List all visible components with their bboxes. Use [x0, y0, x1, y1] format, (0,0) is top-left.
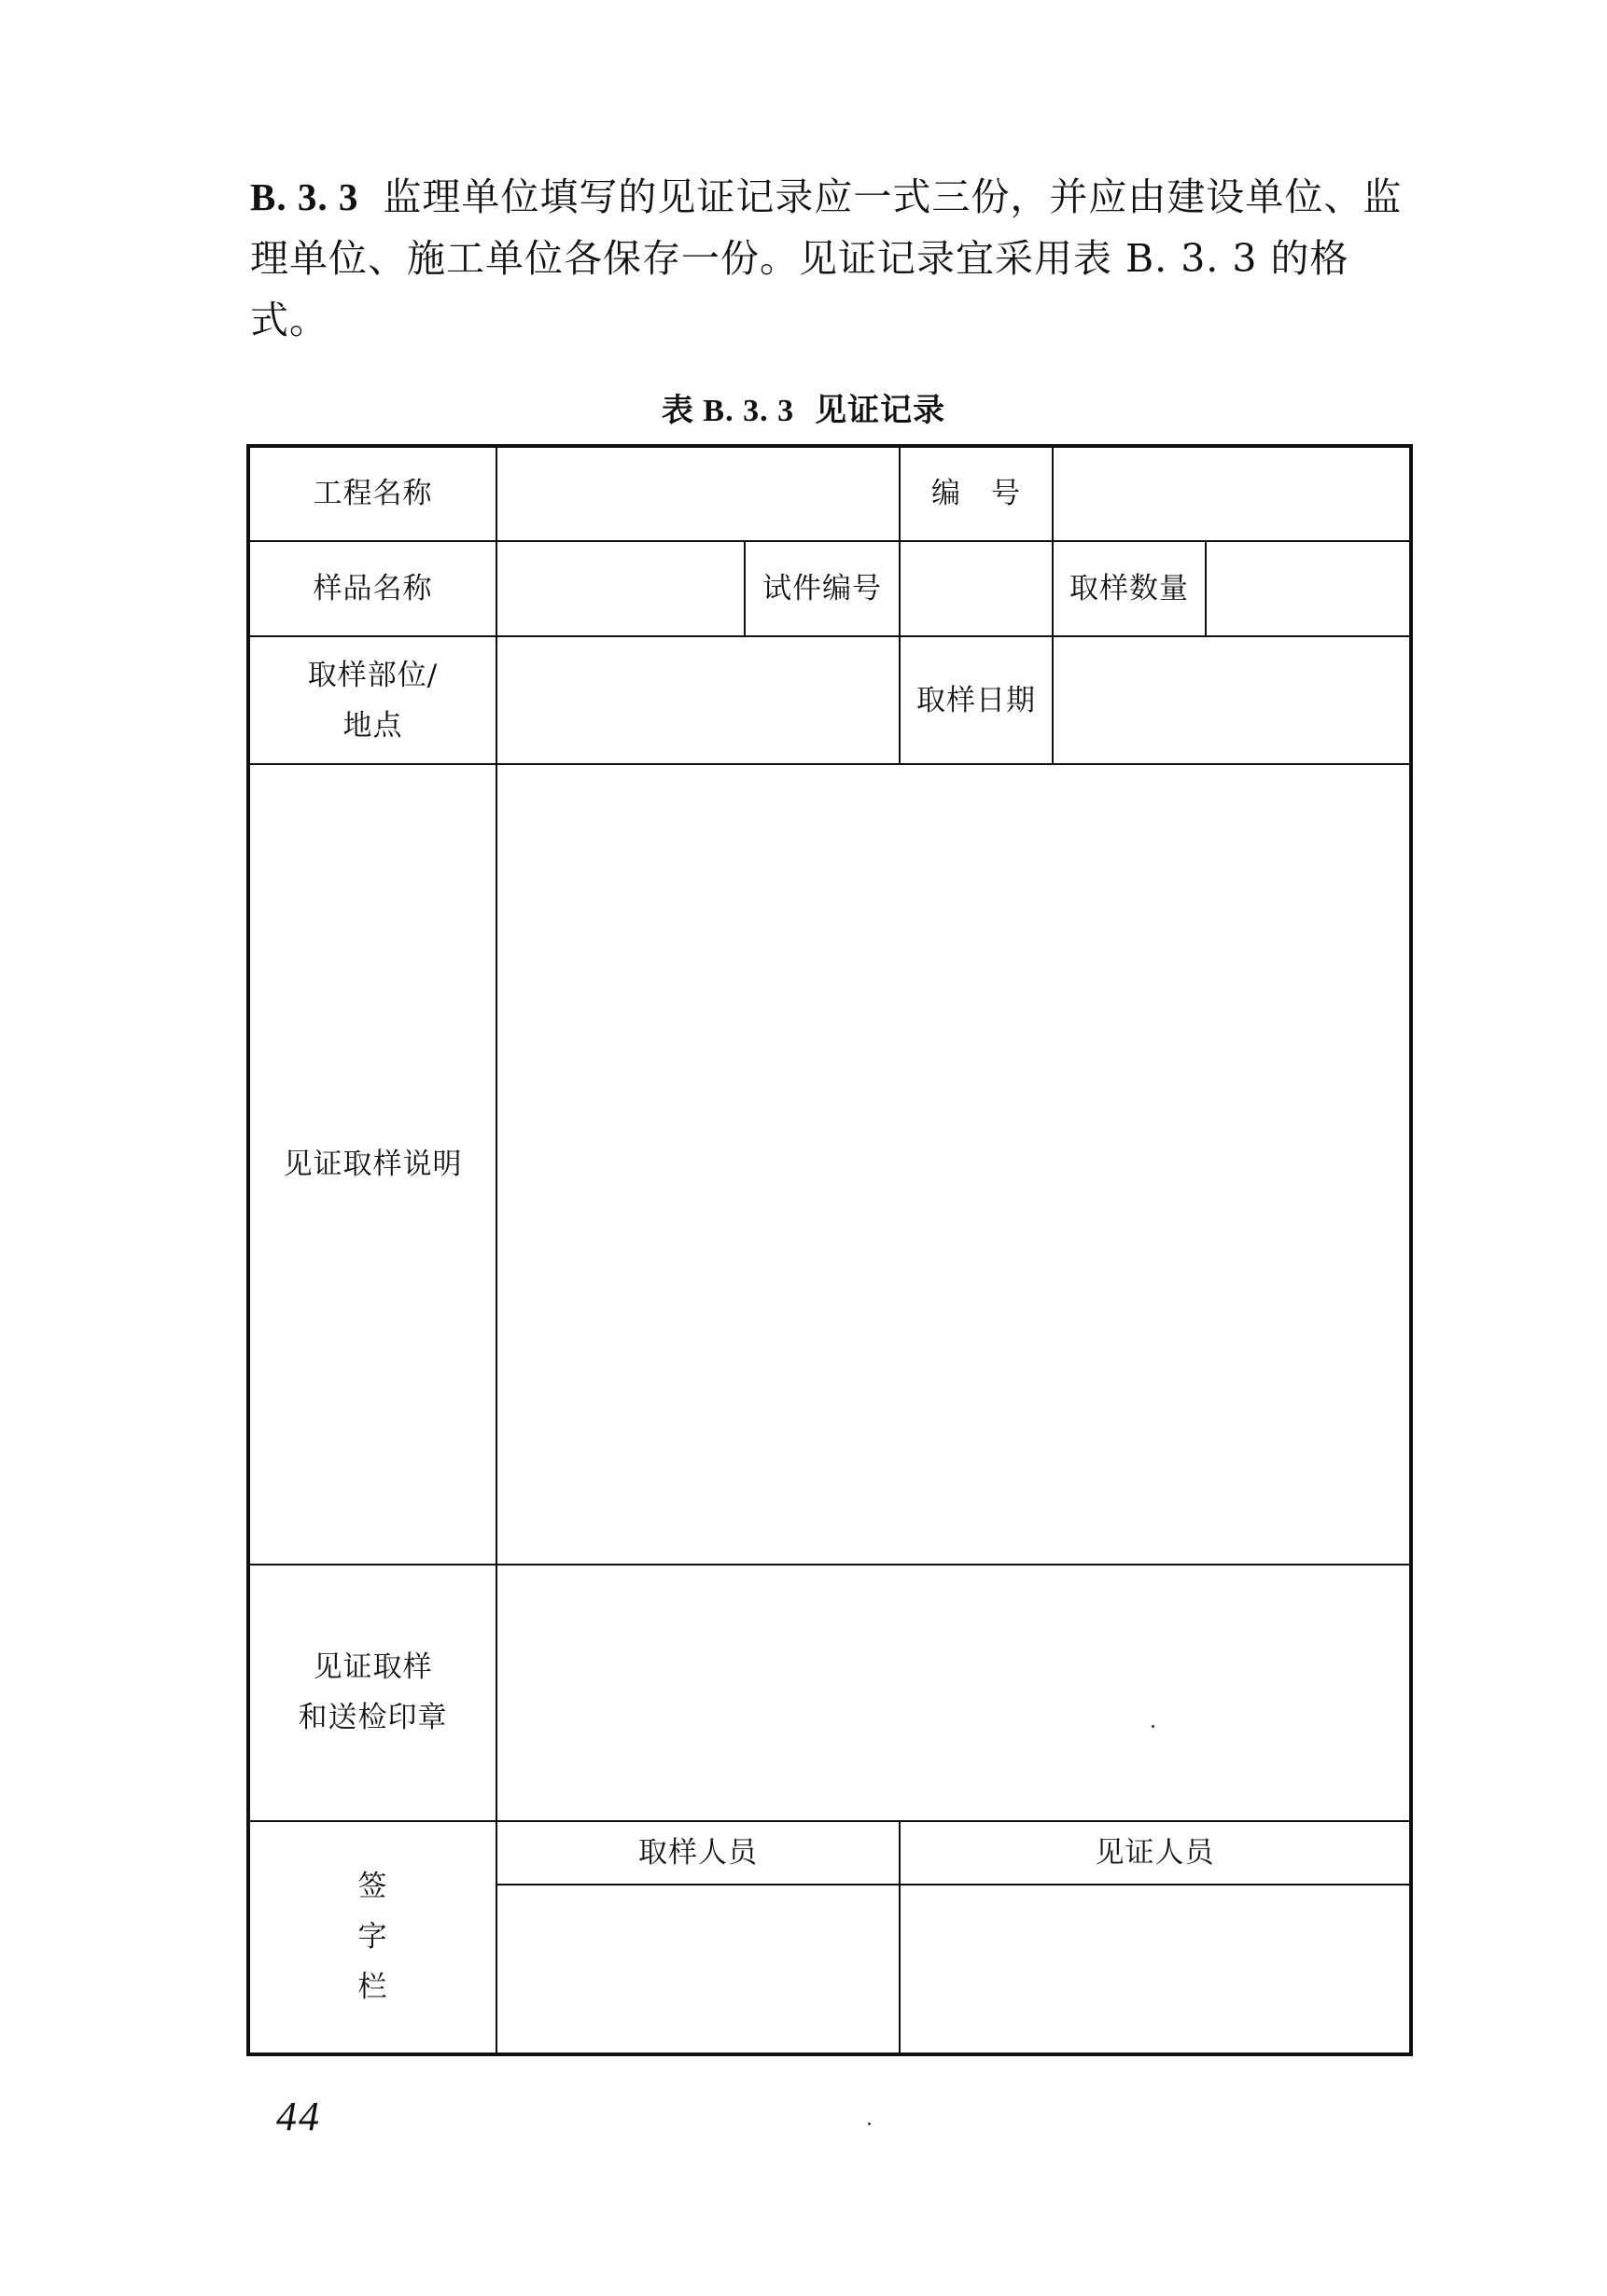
specimen-number-label: 试件编号 — [745, 541, 900, 636]
table-caption — [0, 384, 1607, 430]
clause-number: B. 3. 3 — [250, 175, 359, 218]
sample-quantity-field[interactable] — [1206, 541, 1411, 636]
signature-column-label: 签 字 栏 — [248, 1821, 496, 2054]
sample-name-label: 样品名称 — [248, 541, 496, 636]
sampling-date-label: 取样日期 — [900, 636, 1053, 764]
project-name-field[interactable] — [496, 446, 900, 541]
sample-quantity-label: 取样数量 — [1053, 541, 1206, 636]
witness-record-form — [246, 444, 1413, 2056]
clause-text: 监理单位填写的见证记录应一式三份，并应由建设单位、监理单位、施工单位各保存一份。见证记录宜采用表 B. 3. 3 的格式。 — [250, 174, 1403, 342]
sampler-signature-field[interactable] — [496, 1885, 900, 2054]
sampler-header: 取样人员 — [496, 1821, 900, 1886]
intro-paragraph — [250, 166, 1407, 351]
witness-header: 见证人员 — [900, 1821, 1411, 1886]
seal-label: 见证取样 和送检印章 — [248, 1565, 496, 1821]
serial-number-label: 编 号 — [900, 446, 1053, 541]
seal-field[interactable] — [496, 1565, 1411, 1821]
project-name-label: 工程名称 — [248, 446, 496, 541]
page-number: 44 — [276, 2094, 321, 2139]
table-title: 见证记录 — [815, 392, 946, 429]
sampling-location-field[interactable] — [496, 636, 900, 764]
sampling-location-label: 取样部位/ 地点 — [248, 636, 496, 764]
table-number: 表 B. 3. 3 — [661, 394, 795, 428]
stray-dot — [1152, 1725, 1154, 1728]
stray-dot — [868, 2122, 871, 2125]
serial-number-field[interactable] — [1053, 446, 1411, 541]
sampling-date-field[interactable] — [1053, 636, 1411, 764]
specimen-number-field[interactable] — [900, 541, 1053, 636]
sample-name-field[interactable] — [496, 541, 745, 636]
sampling-description-field[interactable] — [496, 764, 1411, 1565]
witness-signature-field[interactable] — [900, 1885, 1411, 2054]
sampling-description-label: 见证取样说明 — [248, 764, 496, 1565]
